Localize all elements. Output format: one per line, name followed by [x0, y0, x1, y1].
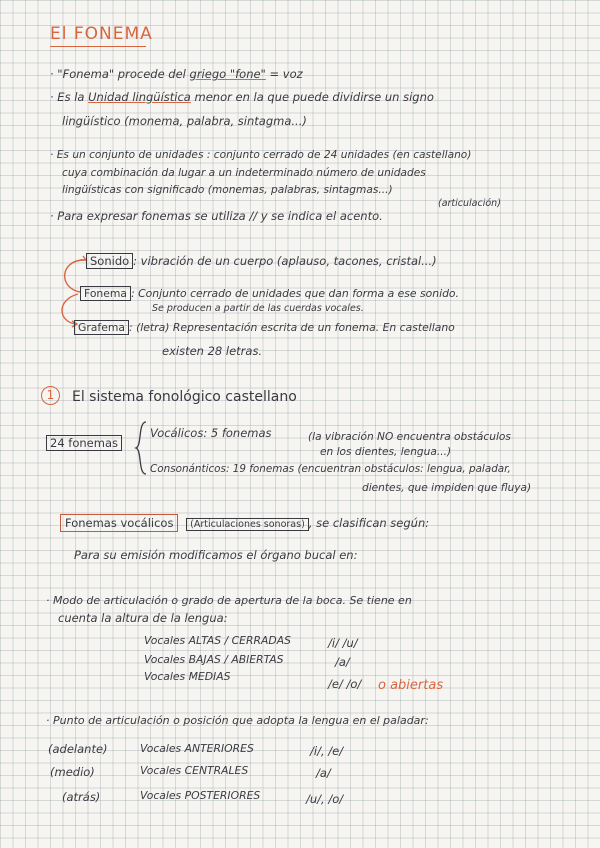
- modo-row-value: /i/ /u/: [328, 636, 358, 650]
- emision-line: Para su emisión modificamos el órgano bucal en:: [74, 548, 358, 562]
- modo-header-2: cuenta la altura de la lengua:: [58, 611, 228, 625]
- punto-value: /a/: [316, 766, 331, 780]
- label-fonema: Fonema: [80, 286, 131, 301]
- intro-line-6: lingüísticas con significado (monemas, palabras, sintagmas...): [62, 184, 393, 196]
- punto-side: (adelante): [48, 742, 108, 756]
- section-number: 1: [41, 386, 60, 405]
- vocalicos-label: Vocálicos: 5 fonemas: [150, 426, 272, 440]
- title-underline: [50, 46, 146, 47]
- consonanticos-label: Consonánticos: 19 fonemas (encuentran obstáculos: lengua, paladar,: [150, 463, 511, 475]
- intro-text: = voz: [265, 67, 303, 81]
- label-fonemas-vocalicos: Fonemas vocálicos: [60, 514, 178, 532]
- def-fonema-2: Se producen a partir de las cuerdas vocales.: [152, 303, 364, 314]
- punto-side: (medio): [50, 765, 95, 779]
- label-grafema: Grafema: [74, 320, 129, 335]
- intro-text: · Es la: [50, 90, 89, 104]
- fonemas-vocalicos-line: [60, 516, 429, 532]
- label-24-fonemas: 24 fonemas: [46, 435, 122, 451]
- modo-row-label: Vocales ALTAS / CERRADAS: [144, 634, 291, 647]
- punto-label: Vocales ANTERIORES: [140, 742, 254, 755]
- modo-header: · Modo de articulación o grado de apertura de la boca. Se tiene en: [46, 594, 412, 607]
- clasifican-text: , se clasifican según:: [308, 516, 430, 530]
- modo-row-label: Vocales MEDIAS: [144, 670, 231, 683]
- def-text: : vibración de un cuerpo (aplauso, tacones, cristal...): [133, 254, 437, 268]
- intro-line-1: [50, 67, 303, 81]
- intro-line-4: · Es un conjunto de unidades : conjunto cerrado de 24 unidades (en castellano): [50, 149, 472, 161]
- intro-note: (articulación): [438, 198, 501, 209]
- punto-value: /i/, /e/: [310, 744, 344, 758]
- intro-line-3: lingüístico (monema, palabra, sintagma...): [62, 114, 307, 128]
- intro-term: griego "fone": [189, 67, 266, 81]
- intro-line-7: · Para expresar fonemas se utiliza // y se indica el acento.: [50, 209, 383, 223]
- label-articulaciones: (Articulaciones sonoras): [186, 518, 309, 531]
- intro-text: menor en la que puede dividirse un signo: [190, 90, 434, 104]
- punto-header: · Punto de articulación o posición que adopta la lengua en el paladar:: [46, 714, 429, 727]
- punto-label: Vocales POSTERIORES: [140, 789, 261, 802]
- brace-icon: [134, 420, 148, 476]
- fonemas-count: [46, 436, 122, 450]
- def-text: : Conjunto cerrado de unidades que dan forma a ese sonido.: [131, 287, 459, 300]
- intro-line-5: cuya combinación da lugar a un indeterminado número de unidades: [62, 167, 426, 179]
- punto-label: Vocales CENTRALES: [140, 764, 249, 777]
- intro-term: Unidad lingüística: [88, 90, 191, 104]
- intro-text: · "Fonema" procede del: [50, 67, 190, 81]
- page-title: El FONEMA: [50, 24, 153, 44]
- intro-line-2: [50, 90, 434, 104]
- modo-row-value: /e/ /o/: [328, 677, 362, 691]
- def-grafema: [74, 321, 455, 335]
- vocalicos-desc-2: en los dientes, lengua...): [320, 446, 452, 458]
- vocalicos-desc: (la vibración NO encuentra obstáculos: [308, 431, 511, 443]
- def-grafema-2: existen 28 letras.: [162, 344, 263, 358]
- def-fonema: [80, 287, 459, 301]
- modo-row-value: /a/: [335, 655, 350, 669]
- def-text: : (letra) Representación escrita de un fonema. En castellano: [129, 321, 455, 334]
- section-title: El sistema fonológico castellano: [72, 389, 297, 405]
- punto-value: /u/, /o/: [306, 792, 344, 806]
- punto-side: (atrás): [62, 790, 101, 804]
- consonanticos-desc: dientes, que impiden que fluya): [362, 482, 532, 494]
- def-sonido: [86, 254, 437, 268]
- label-sonido: Sonido: [86, 253, 133, 269]
- modo-row-label: Vocales BAJAS / ABIERTAS: [144, 653, 284, 666]
- modo-note: o abiertas: [378, 678, 444, 693]
